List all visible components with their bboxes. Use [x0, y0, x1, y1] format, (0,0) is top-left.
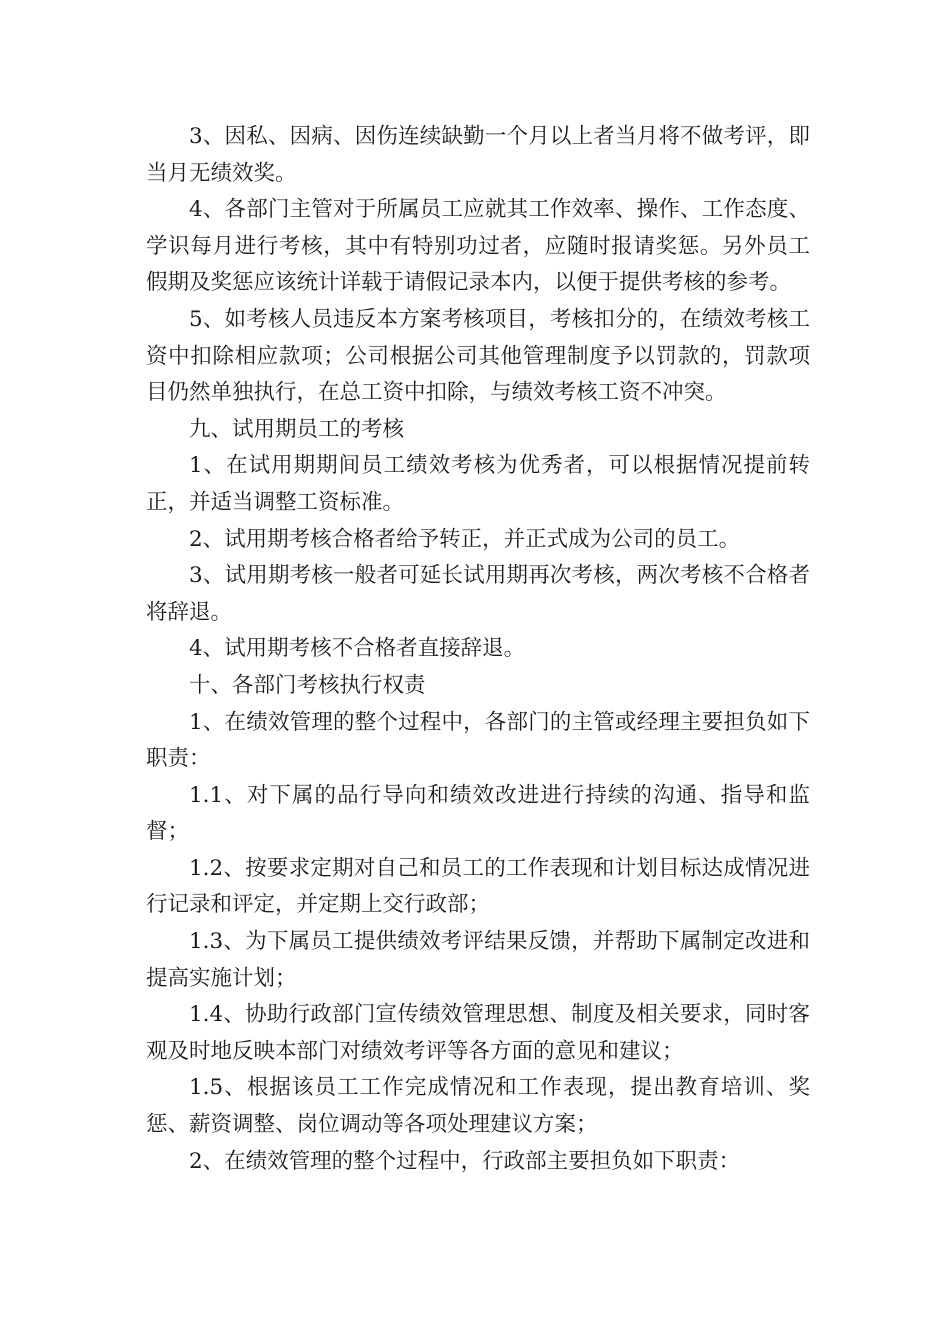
- paragraph-probation-qualified: 2、试用期考核合格者给予转正，并正式成为公司的员工。: [189, 526, 741, 552]
- paragraph-duty-1-2: 1.2、按要求定期对自己和员工的工作表现和计划目标达成情况进行记录和评定，并定期上交行政部；: [146, 855, 810, 918]
- paragraph-duty-1-1: 1.1、对下属的品行导向和绩效改进进行持续的沟通、指导和监督；: [146, 782, 810, 845]
- paragraph-supervisor-assessment: 4、各部门主管对于所属员工应就其工作效率、操作、工作态度、学识每月进行考核，其中有特别功过者，应随时报请奖惩。另外员工假期及奖惩应该统计详载于请假记录本内，以便于提供考核的参考。: [146, 197, 810, 296]
- paragraph-violation-deduction: 5、如考核人员违反本方案考核项目，考核扣分的，在绩效考核工资中扣除相应款项；公司根据公司其他管理制度予以罚款的，罚款项目仍然单独执行，在总工资中扣除，与绩效考核工资不冲突。: [146, 306, 810, 406]
- paragraph-probation-excellent: 1、在试用期期间员工绩效考核为优秀者，可以根据情况提前转正，并适当调整工资标准。: [146, 453, 810, 515]
- paragraph-duty-1-3: 1.3、为下属员工提供绩效考评结果反馈，并帮助下属制定改进和提高实施计划；: [146, 929, 810, 991]
- paragraph-probation-average: 3、试用期考核一般者可延长试用期再次考核，两次考核不合格者将辞退。: [146, 563, 810, 625]
- document-body: [146, 119, 810, 1180]
- paragraph-duty-1-4: 1.4、协助行政部门宣传绩效管理思想、制度及相关要求，同时客观及时地反映本部门对绩效考评等各方面的意见和建议；: [146, 1002, 810, 1064]
- paragraph-admin-duties: 2、在绩效管理的整个过程中，行政部主要担负如下职责：: [189, 1148, 741, 1174]
- section-heading-probation: 九、试用期员工的考核: [189, 416, 405, 442]
- paragraph-manager-duties: 1、在绩效管理的整个过程中，各部门的主管或经理主要担负如下职责：: [146, 709, 810, 772]
- paragraph-probation-unqualified: 4、试用期考核不合格者直接辞退。: [189, 636, 526, 662]
- section-heading-responsibilities: 十、各部门考核执行权责: [189, 672, 426, 698]
- paragraph-absence-rule: 3、因私、因病、因伤连续缺勤一个月以上者当月将不做考评，即当月无绩效奖。: [146, 124, 810, 186]
- paragraph-duty-1-5: 1.5、根据该员工工作完成情况和工作表现，提出教育培训、奖惩、薪资调整、岗位调动等各项处理建议方案；: [146, 1075, 810, 1138]
